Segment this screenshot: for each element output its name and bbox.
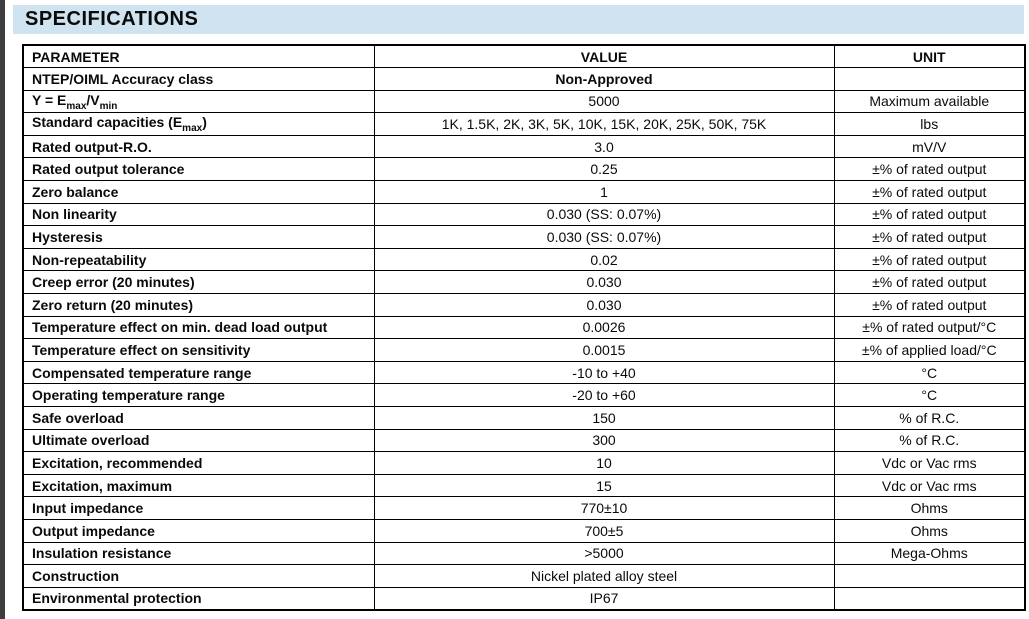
table-row	[23, 68, 1025, 91]
parameter-cell: Hysteresis	[23, 226, 374, 249]
value-cell: 0.0015	[374, 339, 834, 362]
parameter-cell: Non linearity	[23, 203, 374, 226]
parameter-cell: Input impedance	[23, 497, 374, 520]
unit-cell: ±% of rated output	[834, 294, 1025, 317]
table-row	[23, 361, 1025, 384]
value-cell: Non-Approved	[374, 68, 834, 91]
parameter-cell: NTEP/OIML Accuracy class	[23, 68, 374, 91]
unit-cell: Vdc or Vac rms	[834, 474, 1025, 497]
parameter-cell: Zero balance	[23, 181, 374, 204]
parameter-cell: Insulation resistance	[23, 542, 374, 565]
table-row	[23, 474, 1025, 497]
table-row	[23, 452, 1025, 475]
value-cell: IP67	[374, 587, 834, 610]
unit-cell: °C	[834, 384, 1025, 407]
unit-cell: % of R.C.	[834, 407, 1025, 430]
column-header-unit: UNIT	[834, 45, 1025, 68]
table-row	[23, 429, 1025, 452]
table-row	[23, 226, 1025, 249]
unit-cell	[834, 68, 1025, 91]
column-header-parameter: PARAMETER	[23, 45, 374, 68]
table-row	[23, 407, 1025, 430]
parameter-cell: Standard capacities $(E_{max})$	[23, 113, 374, 136]
table-row	[23, 316, 1025, 339]
parameter-cell: Compensated temperature range	[23, 361, 374, 384]
table-row	[23, 158, 1025, 181]
unit-cell: °C	[834, 361, 1025, 384]
parameter-cell: Environmental protection	[23, 587, 374, 610]
table-row	[23, 542, 1025, 565]
parameter-cell: Temperature effect on min. dead load output	[23, 316, 374, 339]
value-cell: 1	[374, 181, 834, 204]
column-header-value: VALUE	[374, 45, 834, 68]
unit-cell	[834, 565, 1025, 588]
unit-cell: ±% of rated output	[834, 158, 1025, 181]
unit-cell: ±% of rated output	[834, 226, 1025, 249]
table-row	[23, 113, 1025, 136]
table-row	[23, 90, 1025, 113]
unit-cell: mV/V	[834, 135, 1025, 158]
unit-cell: Vdc or Vac rms	[834, 452, 1025, 475]
parameter-cell: Safe overload	[23, 407, 374, 430]
unit-cell: Maximum available	[834, 90, 1025, 113]
unit-cell: % of R.C.	[834, 429, 1025, 452]
table-row	[23, 294, 1025, 317]
table-header-row	[23, 45, 1025, 68]
table-row	[23, 519, 1025, 542]
unit-cell	[834, 587, 1025, 610]
table-row	[23, 565, 1025, 588]
value-cell: 700±5	[374, 519, 834, 542]
value-cell: 3.0	[374, 135, 834, 158]
value-cell: 1K, 1.5K, 2K, 3K, 5K, 10K, 15K, 20K, 25K, 50K, 75K	[374, 113, 834, 136]
table-row	[23, 339, 1025, 362]
value-cell: 0.25	[374, 158, 834, 181]
value-cell: 0.030	[374, 294, 834, 317]
value-cell: 10	[374, 452, 834, 475]
value-cell: -10 to +40	[374, 361, 834, 384]
value-cell: 0.02	[374, 248, 834, 271]
unit-cell: ±% of rated output	[834, 203, 1025, 226]
table-row	[23, 181, 1025, 204]
parameter-cell: Non-repeatability	[23, 248, 374, 271]
value-cell: 0.030	[374, 271, 834, 294]
value-cell: >5000	[374, 542, 834, 565]
value-cell: 150	[374, 407, 834, 430]
value-cell: 15	[374, 474, 834, 497]
title-band	[13, 5, 1024, 34]
unit-cell: ±% of rated output/°C	[834, 316, 1025, 339]
value-cell: 5000	[374, 90, 834, 113]
unit-cell: ±% of rated output	[834, 248, 1025, 271]
parameter-cell: Zero return (20 minutes)	[23, 294, 374, 317]
parameter-cell: Ultimate overload	[23, 429, 374, 452]
unit-cell: Ohms	[834, 497, 1025, 520]
table-row	[23, 135, 1025, 158]
parameter-cell: Construction	[23, 565, 374, 588]
value-cell: 300	[374, 429, 834, 452]
parameter-cell: Creep error (20 minutes)	[23, 271, 374, 294]
value-cell: Nickel plated alloy steel	[374, 565, 834, 588]
parameter-cell: Excitation, recommended	[23, 452, 374, 475]
value-cell: -20 to +60	[374, 384, 834, 407]
parameter-cell: Operating temperature range	[23, 384, 374, 407]
table-row	[23, 248, 1025, 271]
page-title: SPECIFICATIONS	[25, 8, 199, 30]
table-row	[23, 497, 1025, 520]
parameter-cell: Excitation, maximum	[23, 474, 374, 497]
table-row	[23, 384, 1025, 407]
unit-cell: lbs	[834, 113, 1025, 136]
table-row	[23, 587, 1025, 610]
value-cell: 0.030 (SS: 0.07%)	[374, 226, 834, 249]
parameter-cell: Rated output tolerance	[23, 158, 374, 181]
specifications-table	[22, 44, 1026, 611]
unit-cell: Ohms	[834, 519, 1025, 542]
unit-cell: ±% of rated output	[834, 271, 1025, 294]
value-cell: 770±10	[374, 497, 834, 520]
page-edge-strip	[0, 0, 5, 619]
value-cell: 0.0026	[374, 316, 834, 339]
parameter-cell: Temperature effect on sensitivity	[23, 339, 374, 362]
unit-cell: ±% of applied load/°C	[834, 339, 1025, 362]
table-row	[23, 271, 1025, 294]
value-cell: 0.030 (SS: 0.07%)	[374, 203, 834, 226]
unit-cell: Mega-Ohms	[834, 542, 1025, 565]
unit-cell: ±% of rated output	[834, 181, 1025, 204]
table-row	[23, 203, 1025, 226]
parameter-cell: $Y = E_{max}/V_{min}$	[23, 90, 374, 113]
parameter-cell: Rated output-R.O.	[23, 135, 374, 158]
parameter-cell: Output impedance	[23, 519, 374, 542]
